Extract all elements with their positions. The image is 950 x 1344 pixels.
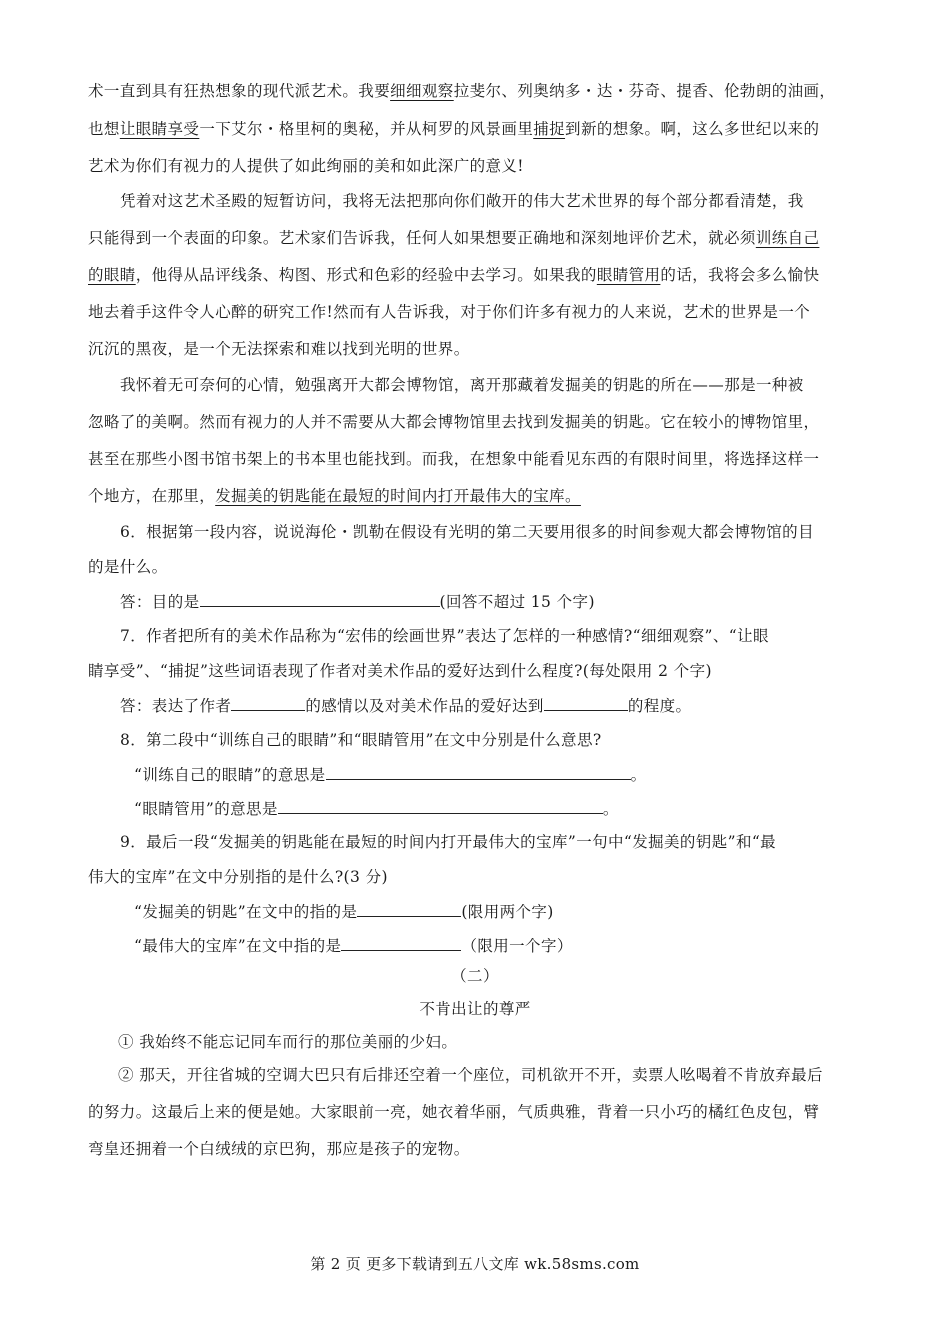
question-7-cont: 睛享受”、“捕捉”这些词语表现了作者对美术作品的爱好达到什么程度?(每处限用 2 个字) bbox=[88, 662, 712, 680]
answer-hint: (限用两个字) bbox=[461, 903, 554, 921]
underlined-phrase: 细细观察 bbox=[390, 82, 454, 100]
answer-9b bbox=[134, 934, 914, 957]
text-span: ，他得从品评线条、构图、形式和色彩的经验中去学习。如果我的 bbox=[135, 266, 597, 284]
text-span: 个地方，在那里， bbox=[88, 487, 216, 505]
answer-blank[interactable] bbox=[326, 763, 631, 780]
paragraph-line: 的努力。这最后上来的便是她。大家眼前一亮，她衣着华丽，气质典雅，背着一只小巧的橘红色皮包，臂 bbox=[88, 1103, 820, 1121]
text-span: 拉斐尔、列奥纳多・达・芬奇、提香、伦勃朗的油画， bbox=[453, 82, 836, 100]
answer-6 bbox=[120, 590, 900, 613]
answer-blank[interactable] bbox=[200, 590, 440, 607]
section-title: 不肯出让的尊严 bbox=[419, 1000, 531, 1018]
question-9-cont: 伟大的宝库”在文中分别指的是什么?(3 分) bbox=[88, 868, 388, 886]
paragraph-line bbox=[88, 227, 868, 249]
answer-blank[interactable] bbox=[357, 900, 461, 917]
text-span: 的话，我将会多么愉快 bbox=[660, 266, 820, 284]
answer-hint: （限用一个字） bbox=[461, 937, 573, 955]
answer-blank[interactable] bbox=[278, 797, 603, 814]
text-span: 只能得到一个表面的印象。艺术家们告诉我，任何人如果想要正确地和深刻地评价艺术，就必须 bbox=[88, 229, 756, 247]
question-7: 7．作者把所有的美术作品称为“宏伟的绘画世界”表达了怎样的一种感情?“细细观察”、“让眼 bbox=[120, 627, 769, 645]
underlined-phrase: 的眼睛 bbox=[88, 266, 136, 284]
text-span: 术一直到具有狂热想象的现代派艺术。我要 bbox=[88, 82, 391, 100]
answer-label: 。 bbox=[602, 800, 619, 818]
paragraph-line: ① 我始终不能忘记同车而行的那位美丽的少妇。 bbox=[118, 1033, 458, 1051]
answer-blank[interactable] bbox=[341, 934, 461, 951]
answer-label: 的程度。 bbox=[627, 697, 692, 715]
answer-label: 答：目的是 bbox=[120, 593, 200, 611]
paragraph-line: 忽略了的美啊。然而有视力的人并不需要从大都会博物馆里去找到发掘美的钥匙。它在较小的博物馆里， bbox=[88, 413, 820, 431]
paragraph-line bbox=[88, 264, 868, 286]
answer-8a bbox=[134, 763, 914, 786]
answer-label: “最伟大的宝库”在文中指的是 bbox=[134, 937, 342, 955]
text-span: 到新的想象。啊，这么多世纪以来的 bbox=[565, 120, 820, 138]
paragraph-line: 艺术为你们有视力的人提供了如此绚丽的美和如此深广的意义! bbox=[88, 157, 524, 175]
text-span: 一下艾尔・格里柯的奥秘，并从柯罗的风景画里 bbox=[199, 120, 534, 138]
answer-8b bbox=[134, 797, 914, 820]
paragraph-line: 甚至在那些小图书馆书架上的书本里也能找到。而我，在想象中能看见东西的有限时间里，将选择这样一 bbox=[88, 450, 820, 468]
answer-7 bbox=[120, 694, 900, 717]
page-footer: 第 2 页 更多下载请到五八文库 wk.58sms.com bbox=[310, 1255, 640, 1273]
answer-label: 答：表达了作者 bbox=[120, 697, 232, 715]
paragraph-line: 地去着手这件令人心醉的研究工作!然而有人告诉我，对于你们许多有视力的人来说，艺术的世界是一个 bbox=[88, 303, 811, 321]
answer-label: 。 bbox=[630, 766, 647, 784]
paragraph-line bbox=[88, 485, 868, 507]
paragraph-line: 沉沉的黑夜，是一个无法探索和难以找到光明的世界。 bbox=[88, 340, 470, 358]
answer-blank[interactable] bbox=[544, 694, 628, 711]
paragraph-line bbox=[88, 80, 868, 102]
question-8: 8．第二段中“训练自己的眼睛”和“眼睛管用”在文中分别是什么意思? bbox=[120, 731, 602, 749]
underlined-phrase: 眼睛管用 bbox=[596, 266, 661, 284]
underlined-phrase: 捕捉 bbox=[533, 120, 566, 138]
paragraph-line bbox=[88, 118, 868, 140]
paragraph-line: 凭着对这艺术圣殿的短暂访问，我将无法把那向你们敞开的伟大艺术世界的每个部分都看清楚，我 bbox=[120, 192, 804, 210]
underlined-phrase: 训练自己 bbox=[755, 229, 820, 247]
underlined-phrase: 发掘美的钥匙能在最短的时间内打开最伟大的宝库。 bbox=[215, 487, 581, 505]
answer-label: 的感情以及对美术作品的爱好达到 bbox=[305, 697, 544, 715]
answer-9a bbox=[134, 900, 914, 923]
answer-blank[interactable] bbox=[231, 694, 305, 711]
paragraph-line: 弯皇还拥着一个白绒绒的京巴狗，那应是孩子的宠物。 bbox=[88, 1140, 470, 1158]
answer-label: “训练自己的眼睛”的意思是 bbox=[134, 766, 326, 784]
underlined-phrase: 让眼睛享受 bbox=[119, 120, 200, 138]
answer-label: “眼睛管用”的意思是 bbox=[134, 800, 278, 818]
answer-label: “发掘美的钥匙”在文中的指的是 bbox=[134, 903, 358, 921]
question-9: 9．最后一段“发掘美的钥匙能在最短的时间内打开最伟大的宝库”一句中“发掘美的钥匙”和“最 bbox=[120, 833, 777, 851]
section-number: （二） bbox=[451, 967, 499, 985]
question-6-cont: 的是什么。 bbox=[88, 558, 168, 576]
paragraph-line: ② 那天，开往省城的空调大巴只有后排还空着一个座位，司机欲开不开，卖票人吆喝着不肯放弃最后 bbox=[118, 1066, 823, 1084]
paragraph-line: 我怀着无可奈何的心情，勉强离开大都会博物馆，离开那藏着发掘美的钥匙的所在——那是一种被 bbox=[120, 376, 804, 394]
question-6: 6．根据第一段内容，说说海伦・凯勒在假设有光明的第二天要用很多的时间参观大都会博物馆的目 bbox=[120, 523, 814, 541]
answer-hint: (回答不超过 15 个字) bbox=[439, 593, 595, 611]
text-span: 也想 bbox=[88, 120, 120, 138]
